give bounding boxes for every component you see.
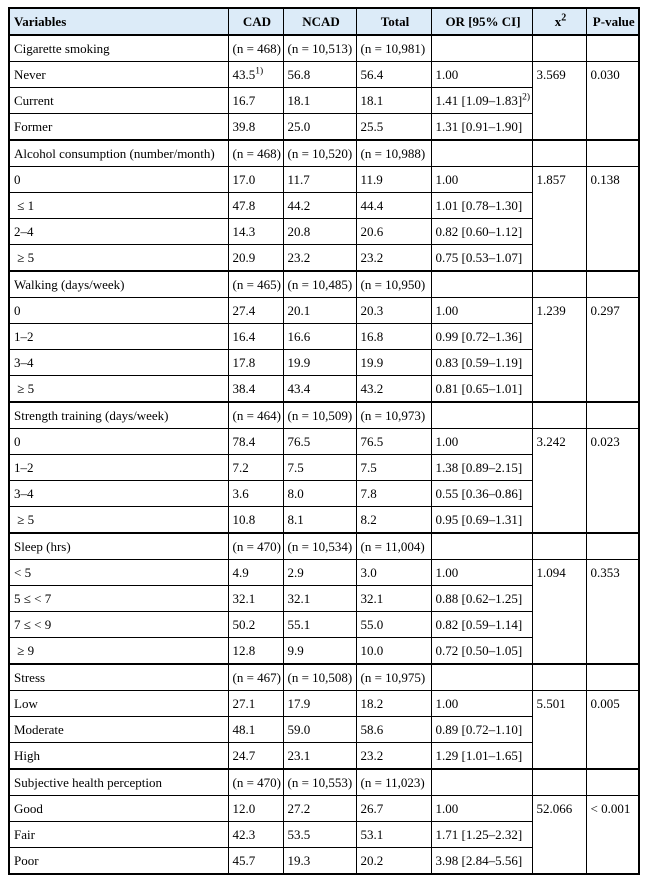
chi-square-empty-cell <box>532 769 586 796</box>
ncad-value-cell: 23.2 <box>283 245 356 272</box>
header-ncad: NCAD <box>283 8 356 35</box>
total-value-cell: 7.8 <box>356 481 431 507</box>
chi-square-value-cell: 1.857 <box>532 167 586 272</box>
category-label-cell: < 5 <box>9 560 228 586</box>
total-value-cell: 11.9 <box>356 167 431 193</box>
chi-square-empty-cell <box>532 664 586 691</box>
header-variables: Variables <box>9 8 228 35</box>
or-value-cell: 0.99 [0.72–1.36] <box>431 324 532 350</box>
total-value-cell: 23.2 <box>356 245 431 272</box>
ncad-value-cell: 19.9 <box>283 350 356 376</box>
ncad-n-cell: (n = 10,485) <box>283 271 356 298</box>
total-value-cell: 25.5 <box>356 114 431 141</box>
total-value-cell: 76.5 <box>356 429 431 455</box>
category-label-cell: ≥ 9 <box>9 638 228 665</box>
category-label-cell: 0 <box>9 167 228 193</box>
chi-square-symbol: x <box>554 13 562 29</box>
header-total: Total <box>356 8 431 35</box>
ncad-value-cell: 59.0 <box>283 717 356 743</box>
header-or-ci: OR [95% CI] <box>431 8 532 35</box>
or-value-cell: 0.55 [0.36–0.86] <box>431 481 532 507</box>
ncad-value-cell: 19.3 <box>283 848 356 875</box>
cad-value-cell: 48.1 <box>228 717 283 743</box>
category-label-cell: 1–2 <box>9 324 228 350</box>
chi-square-empty-cell <box>532 402 586 429</box>
chi-square-value-cell: 5.501 <box>532 691 586 770</box>
cad-value-cell: 45.7 <box>228 848 283 875</box>
or-empty-cell <box>431 35 532 62</box>
category-label-cell: 7 ≤ < 9 <box>9 612 228 638</box>
header-chi-square <box>532 8 586 35</box>
p-value-empty-cell <box>586 664 639 691</box>
or-empty-cell <box>431 271 532 298</box>
p-value-cell: 0.353 <box>586 560 639 665</box>
ncad-value-cell: 76.5 <box>283 429 356 455</box>
total-n-cell: (n = 10,973) <box>356 402 431 429</box>
cad-value-cell: 43.5$^{1)}$ <box>228 62 283 88</box>
ncad-n-cell: (n = 10,520) <box>283 140 356 167</box>
cad-value-cell: 7.2 <box>228 455 283 481</box>
ncad-value-cell: 9.9 <box>283 638 356 665</box>
cad-value-cell: 10.8 <box>228 507 283 534</box>
category-label-cell: High <box>9 743 228 770</box>
variable-name-cell: Walking (days/week) <box>9 271 228 298</box>
category-label-cell: 3–4 <box>9 350 228 376</box>
category-label-cell: Fair <box>9 822 228 848</box>
cad-value-cell: 17.0 <box>228 167 283 193</box>
total-n-cell: (n = 10,950) <box>356 271 431 298</box>
or-value-cell: 0.72 [0.50–1.05] <box>431 638 532 665</box>
total-value-cell: 3.0 <box>356 560 431 586</box>
or-empty-cell <box>431 533 532 560</box>
category-row <box>9 691 639 717</box>
ncad-n-cell: (n = 10,508) <box>283 664 356 691</box>
total-n-cell: (n = 11,023) <box>356 769 431 796</box>
p-value-cell: 0.030 <box>586 62 639 141</box>
total-value-cell: 20.3 <box>356 298 431 324</box>
total-value-cell: 56.4 <box>356 62 431 88</box>
cad-value-cell: 20.9 <box>228 245 283 272</box>
variable-name-cell: Strength training (days/week) <box>9 402 228 429</box>
cad-value-cell: 39.8 <box>228 114 283 141</box>
or-value-cell: 0.82 [0.59–1.14] <box>431 612 532 638</box>
ncad-value-cell: 11.7 <box>283 167 356 193</box>
chi-square-value-cell: 1.094 <box>532 560 586 665</box>
total-value-cell: 23.2 <box>356 743 431 770</box>
chi-square-value-cell: 52.066 <box>532 796 586 875</box>
cad-value-cell: 16.4 <box>228 324 283 350</box>
total-value-cell: 20.2 <box>356 848 431 875</box>
or-value-cell: 3.98 [2.84–5.56] <box>431 848 532 875</box>
category-row <box>9 429 639 455</box>
cad-value-cell: 38.4 <box>228 376 283 403</box>
ncad-n-cell: (n = 10,509) <box>283 402 356 429</box>
p-value-empty-cell <box>586 271 639 298</box>
ncad-value-cell: 16.6 <box>283 324 356 350</box>
category-label-cell: ≥ 5 <box>9 245 228 272</box>
or-empty-cell <box>431 402 532 429</box>
ncad-value-cell: 23.1 <box>283 743 356 770</box>
total-value-cell: 20.6 <box>356 219 431 245</box>
header-p-value: P-value <box>586 8 639 35</box>
p-value-empty-cell <box>586 35 639 62</box>
or-empty-cell <box>431 140 532 167</box>
category-row <box>9 62 639 88</box>
p-value-cell: < 0.001 <box>586 796 639 875</box>
ncad-value-cell: 18.1 <box>283 88 356 114</box>
category-label-cell: Never <box>9 62 228 88</box>
category-label-cell: ≤ 1 <box>9 193 228 219</box>
total-value-cell: 19.9 <box>356 350 431 376</box>
or-value-cell: 1.00 <box>431 298 532 324</box>
total-n-cell: (n = 11,004) <box>356 533 431 560</box>
chi-square-value-cell: 3.569 <box>532 62 586 141</box>
cad-n-cell: (n = 470) <box>228 533 283 560</box>
or-value-cell: 1.00 <box>431 62 532 88</box>
ncad-value-cell: 25.0 <box>283 114 356 141</box>
variable-group-row <box>9 140 639 167</box>
ncad-value-cell: 17.9 <box>283 691 356 717</box>
chi-square-value-cell: 1.239 <box>532 298 586 403</box>
total-n-cell: (n = 10,981) <box>356 35 431 62</box>
cad-n-cell: (n = 470) <box>228 769 283 796</box>
cad-value-cell: 47.8 <box>228 193 283 219</box>
ncad-value-cell: 20.8 <box>283 219 356 245</box>
p-value-empty-cell <box>586 769 639 796</box>
variable-name-cell: Subjective health perception <box>9 769 228 796</box>
chi-square-empty-cell <box>532 35 586 62</box>
ncad-value-cell: 27.2 <box>283 796 356 822</box>
chi-square-empty-cell <box>532 271 586 298</box>
cad-n-cell: (n = 464) <box>228 402 283 429</box>
or-value-cell: 1.29 [1.01–1.65] <box>431 743 532 770</box>
cad-value-cell-footnote-mark: 1) <box>255 66 264 77</box>
ncad-value-cell: 55.1 <box>283 612 356 638</box>
statistics-table <box>8 7 640 875</box>
chi-square-exponent: 2 <box>561 12 567 24</box>
variable-name-cell: Sleep (hrs) <box>9 533 228 560</box>
cad-n-cell: (n = 468) <box>228 35 283 62</box>
total-n-cell: (n = 10,988) <box>356 140 431 167</box>
category-label-cell: 5 ≤ < 7 <box>9 586 228 612</box>
total-value-cell: 7.5 <box>356 455 431 481</box>
total-value-cell: 16.8 <box>356 324 431 350</box>
total-n-cell: (n = 10,975) <box>356 664 431 691</box>
total-value-cell: 10.0 <box>356 638 431 665</box>
or-value-cell: 1.71 [1.25–2.32] <box>431 822 532 848</box>
total-value-cell: 8.2 <box>356 507 431 534</box>
category-label-cell: ≥ 5 <box>9 507 228 534</box>
header-cad: CAD <box>228 8 283 35</box>
category-label-cell: 0 <box>9 429 228 455</box>
or-value-cell: 0.75 [0.53–1.07] <box>431 245 532 272</box>
category-label-cell: Good <box>9 796 228 822</box>
cad-value-cell: 12.0 <box>228 796 283 822</box>
cad-value-cell: 14.3 <box>228 219 283 245</box>
chi-square-empty-cell <box>532 533 586 560</box>
or-value-cell: 1.00 <box>431 560 532 586</box>
ncad-n-cell: (n = 10,534) <box>283 533 356 560</box>
ncad-value-cell: 56.8 <box>283 62 356 88</box>
or-value-cell: 1.38 [0.89–2.15] <box>431 455 532 481</box>
category-row <box>9 298 639 324</box>
or-value-cell: 0.81 [0.65–1.01] <box>431 376 532 403</box>
ncad-value-cell: 43.4 <box>283 376 356 403</box>
category-label-cell: Poor <box>9 848 228 875</box>
cad-value-cell: 24.7 <box>228 743 283 770</box>
variable-group-row <box>9 35 639 62</box>
cad-n-cell: (n = 468) <box>228 140 283 167</box>
variable-group-row <box>9 664 639 691</box>
or-empty-cell <box>431 664 532 691</box>
variable-group-row <box>9 769 639 796</box>
total-value-cell: 58.6 <box>356 717 431 743</box>
cad-value-cell: 42.3 <box>228 822 283 848</box>
or-value-cell: 0.88 [0.62–1.25] <box>431 586 532 612</box>
p-value-cell: 0.005 <box>586 691 639 770</box>
ncad-n-cell: (n = 10,513) <box>283 35 356 62</box>
or-value-cell: 1.00 <box>431 796 532 822</box>
or-value-cell: 1.31 [0.91–1.90] <box>431 114 532 141</box>
category-label-cell: Low <box>9 691 228 717</box>
p-value-cell: 0.138 <box>586 167 639 272</box>
cad-value-cell: 16.7 <box>228 88 283 114</box>
variable-group-row <box>9 533 639 560</box>
cad-value-cell: 4.9 <box>228 560 283 586</box>
category-label-cell: 1–2 <box>9 455 228 481</box>
cad-value-cell: 27.4 <box>228 298 283 324</box>
total-value-cell: 32.1 <box>356 586 431 612</box>
variable-name-cell: Cigarette smoking <box>9 35 228 62</box>
table-body <box>9 35 639 874</box>
ncad-value-cell: 2.9 <box>283 560 356 586</box>
p-value-empty-cell <box>586 140 639 167</box>
cad-value-cell: 17.8 <box>228 350 283 376</box>
p-value-cell: 0.297 <box>586 298 639 403</box>
ncad-value-cell: 20.1 <box>283 298 356 324</box>
total-value-cell: 18.2 <box>356 691 431 717</box>
or-value-cell: 1.00 <box>431 691 532 717</box>
total-value-cell: 55.0 <box>356 612 431 638</box>
variable-name-cell: Stress <box>9 664 228 691</box>
cad-value-cell: 12.8 <box>228 638 283 665</box>
ncad-value-cell: 8.0 <box>283 481 356 507</box>
category-row <box>9 560 639 586</box>
category-row <box>9 796 639 822</box>
or-value-cell: 1.00 <box>431 167 532 193</box>
cad-n-cell: (n = 465) <box>228 271 283 298</box>
p-value-empty-cell <box>586 402 639 429</box>
p-value-empty-cell <box>586 533 639 560</box>
category-label-cell: 2–4 <box>9 219 228 245</box>
ncad-value-cell: 53.5 <box>283 822 356 848</box>
cad-value-cell: 3.6 <box>228 481 283 507</box>
or-value-cell: 1.41 $[1.09-1.83]^{2)}$ <box>431 88 532 114</box>
variable-group-row <box>9 271 639 298</box>
variable-group-row <box>9 402 639 429</box>
variable-name-cell: Alcohol consumption (number/month) <box>9 140 228 167</box>
ncad-value-cell: 8.1 <box>283 507 356 534</box>
category-label-cell: Current <box>9 88 228 114</box>
category-label-cell: Former <box>9 114 228 141</box>
chi-square-empty-cell <box>532 140 586 167</box>
or-value-cell: 0.89 [0.72–1.10] <box>431 717 532 743</box>
total-value-cell: 18.1 <box>356 88 431 114</box>
ncad-value-cell: 7.5 <box>283 455 356 481</box>
total-value-cell: 53.1 <box>356 822 431 848</box>
cad-value-cell: 78.4 <box>228 429 283 455</box>
cad-value-cell: 32.1 <box>228 586 283 612</box>
or-empty-cell <box>431 769 532 796</box>
cad-n-cell: (n = 467) <box>228 664 283 691</box>
total-value-cell: 26.7 <box>356 796 431 822</box>
or-value-cell: 0.95 [0.69–1.31] <box>431 507 532 534</box>
total-value-cell: 43.2 <box>356 376 431 403</box>
chi-square-value-cell: 3.242 <box>532 429 586 534</box>
or-value-cell: 1.00 <box>431 429 532 455</box>
category-label-cell: Moderate <box>9 717 228 743</box>
cad-value-cell: 27.1 <box>228 691 283 717</box>
ncad-n-cell: (n = 10,553) <box>283 769 356 796</box>
category-label-cell: ≥ 5 <box>9 376 228 403</box>
ncad-value-cell: 32.1 <box>283 586 356 612</box>
ncad-value-cell: 44.2 <box>283 193 356 219</box>
or-value-cell: 0.82 [0.60–1.12] <box>431 219 532 245</box>
category-label-cell: 0 <box>9 298 228 324</box>
table-header-row <box>9 8 639 35</box>
category-label-cell: 3–4 <box>9 481 228 507</box>
or-value-cell: 0.83 [0.59–1.19] <box>431 350 532 376</box>
cad-value-cell: 50.2 <box>228 612 283 638</box>
total-value-cell: 44.4 <box>356 193 431 219</box>
category-row <box>9 167 639 193</box>
or-value-cell: 1.01 [0.78–1.30] <box>431 193 532 219</box>
or-value-cell-footnote-mark: 2) <box>522 92 531 103</box>
p-value-cell: 0.023 <box>586 429 639 534</box>
